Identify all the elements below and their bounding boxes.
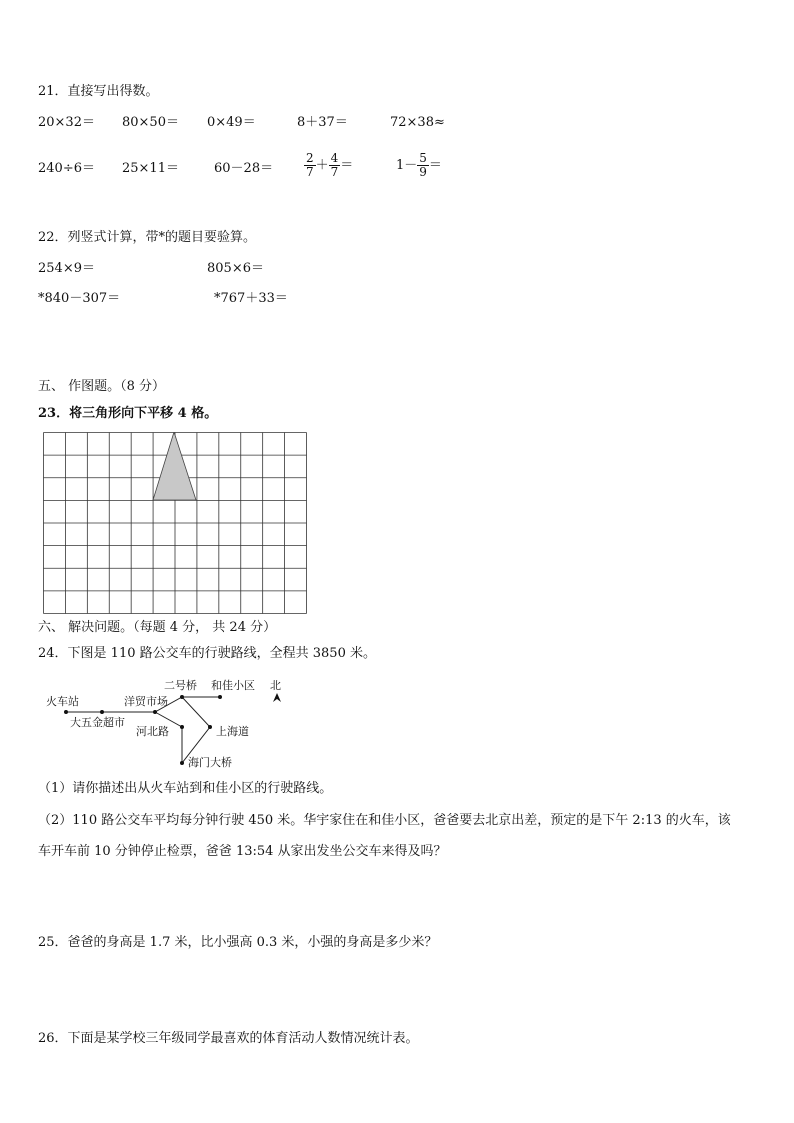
q21-expr-5: 72×38≈ (390, 115, 445, 130)
fraction-2-7 (304, 152, 316, 179)
stop-label-huochezhan: 火车站 (46, 695, 79, 708)
q23-grid (43, 432, 307, 614)
stop-label-hejia: 和佳小区 (211, 679, 255, 692)
q24-title: 24．下图是 110 路公交车的行驶路线，全程共 3850 米。 (38, 646, 376, 661)
stop-label-shanghaidao: 上海道 (216, 725, 249, 738)
stop-dot-haimen (180, 761, 184, 765)
q24-part-2-line-1: （2）110 路公交车平均每分钟行驶 450 米。华宇家住在和佳小区，爸爸要去北京出差，预定的是下午 2:13 的火车，该 (38, 813, 731, 828)
denominator: 7 (330, 165, 339, 179)
triangle-shape (153, 432, 196, 500)
q23-title: 23．将三角形向下平移 4 格。 (38, 406, 218, 421)
q21-expr-1: 20×32＝ (38, 115, 95, 130)
stop-label-erhaoqiao: 二号桥 (164, 679, 197, 692)
stop-dot-yangmao (153, 710, 157, 714)
denominator: 7 (306, 165, 314, 179)
q22-item-4: *767＋33＝ (214, 291, 288, 306)
q22-item-2: 805×6＝ (207, 261, 264, 276)
equals-sign: ＝ (428, 157, 442, 173)
q21-expr-2: 80×50＝ (122, 115, 179, 130)
stop-label-dawujin: 大五金超市 (70, 716, 125, 729)
q22-item-1: 254×9＝ (38, 261, 95, 276)
q21-expr-6: 240÷6＝ (38, 161, 95, 176)
q21-fraction-expr-1 (304, 152, 353, 179)
q26-title: 26．下面是某学校三年级同学最喜欢的体育活动人数情况统计表。 (38, 1031, 419, 1046)
numerator: 2 (306, 151, 314, 165)
section-5-title: 五、 作图题。（8 分） (38, 379, 166, 394)
q21-expr-4: 8＋37＝ (297, 115, 348, 130)
numerator: 5 (419, 151, 427, 165)
q22-item-3: *840－307＝ (38, 291, 121, 306)
q21-fraction-expr-2 (396, 152, 442, 179)
q21-expr-7: 25×11＝ (122, 161, 179, 176)
stop-dot-hebeilu (180, 725, 184, 729)
q24-part-1: （1）请你描述出从火车站到和佳小区的行驶路线。 (38, 781, 333, 796)
numerator: 4 (330, 151, 339, 165)
stop-dot-dawujin (100, 710, 104, 714)
one-minus: 1－ (396, 157, 418, 173)
north-label: 北 (270, 679, 281, 692)
stop-dot-hejia (218, 695, 222, 699)
plus-sign: ＋ (315, 157, 329, 173)
fraction-5-9 (417, 152, 429, 179)
stop-label-haimen: 海门大桥 (188, 756, 232, 769)
denominator: 9 (419, 165, 427, 179)
equals-sign: ＝ (340, 157, 354, 173)
stop-dot-erhaoqiao (180, 695, 184, 699)
q22-title: 22．列竖式计算，带*的题目要验算。 (38, 230, 257, 245)
q24-route-map (38, 670, 298, 775)
q21-title: 21．直接写出得数。 (38, 84, 159, 99)
q21-expr-8: 60－28＝ (214, 161, 274, 176)
fraction-4-7 (329, 152, 341, 179)
stop-label-hebeilu: 河北路 (136, 725, 169, 738)
north-arrow-icon (273, 693, 281, 702)
stop-dot-huochezhan (64, 710, 68, 714)
stop-label-yangmao: 洋贸市场 (124, 695, 168, 708)
q21-expr-3: 0×49＝ (207, 115, 256, 130)
section-6-title: 六、 解决问题。（每题 4 分， 共 24 分） (38, 620, 277, 635)
q24-part-2-line-2: 车开车前 10 分钟停止检票，爸爸 13:54 从家出发坐公交车来得及吗？ (38, 844, 447, 859)
q25-title: 25．爸爸的身高是 1.7 米，比小强高 0.3 米，小强的身高是多少米？ (38, 935, 438, 950)
stop-dot-shanghaidao (208, 725, 212, 729)
